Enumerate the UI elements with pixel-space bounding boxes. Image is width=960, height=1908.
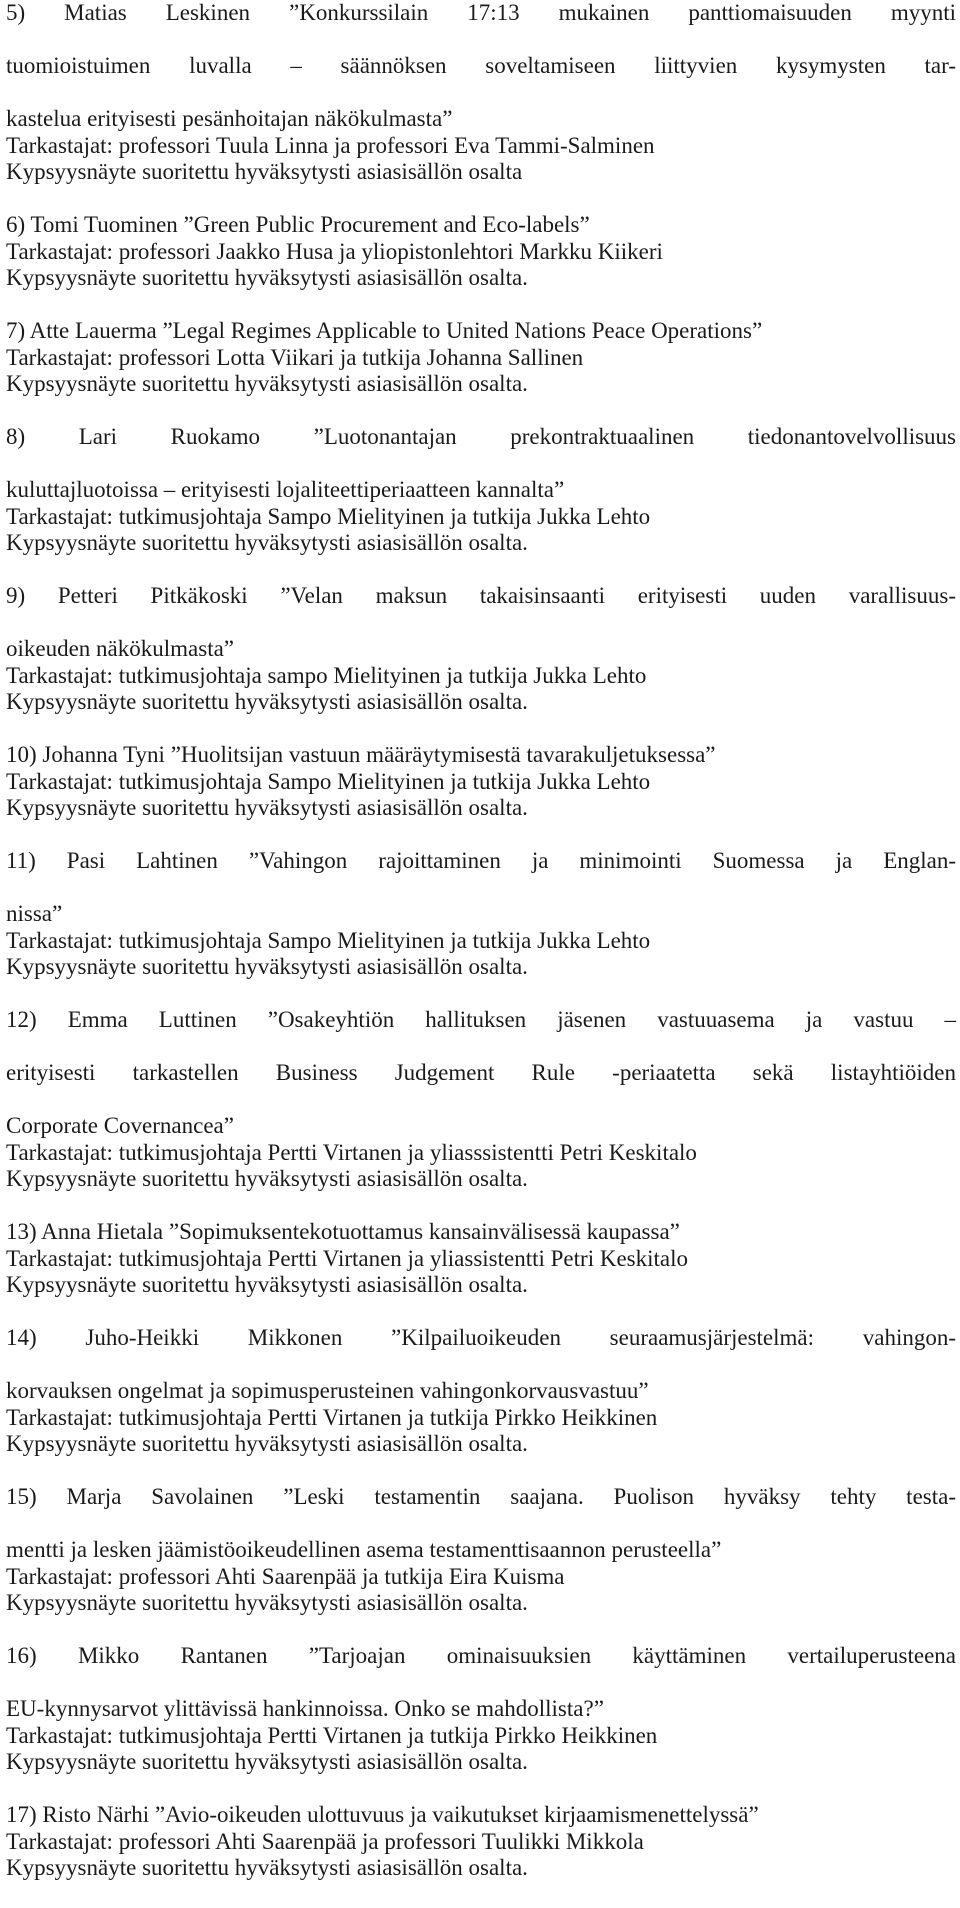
entry-title-line: 11) Pasi Lahtinen ”Vahingon rajoittaminen ja minimointi Suomessa ja Englan-	[6, 848, 956, 873]
entry-title-line: nissa”	[6, 901, 63, 926]
entry-title-line: kuluttajluotoissa – erityisesti lojaliteettiperiaatteen kannalta”	[6, 477, 565, 502]
entry-title-line: oikeuden näkökulmasta”	[6, 636, 235, 661]
thesis-entry	[6, 848, 956, 981]
entry-title-line: tuomioistuimen luvalla – säännöksen soveltamiseen liittyvien kysymysten tar-	[6, 53, 956, 78]
entry-title-line: 7) Atte Lauerma ”Legal Regimes Applicable to United Nations Peace Operations”	[6, 318, 763, 343]
entry-examiners-line: Tarkastajat: professori Lotta Viikari ja tutkija Johanna Sallinen	[6, 344, 584, 370]
entry-examiners-line: Tarkastajat: professori Ahti Saarenpää ja professori Tuulikki Mikkola	[6, 1828, 644, 1854]
thesis-entry	[6, 1643, 956, 1776]
entry-examiners-line: Tarkastajat: tutkimusjohtaja Pertti Virtanen ja yliasssistentti Petri Keskitalo	[6, 1139, 697, 1165]
entry-result-line: Kypsyysnäyte suoritettu hyväksytysti asiasisällön osalta.	[6, 954, 528, 979]
thesis-entry	[6, 212, 956, 292]
entry-examiners-line: Tarkastajat: tutkimusjohtaja Sampo Mielityinen ja tutkija Jukka Lehto	[6, 768, 651, 794]
entry-result-line: Kypsyysnäyte suoritettu hyväksytysti asiasisällön osalta.	[6, 1855, 528, 1880]
entry-title-line: 6) Tomi Tuominen ”Green Public Procurement and Eco-labels”	[6, 212, 590, 237]
entry-examiners-line: Tarkastajat: tutkimusjohtaja Pertti Virtanen ja tutkija Pirkko Heikkinen	[6, 1404, 658, 1430]
thesis-entry	[6, 424, 956, 557]
thesis-entry	[6, 1484, 956, 1617]
thesis-entry	[6, 1802, 956, 1882]
entry-title-line: 12) Emma Luttinen ”Osakeyhtiön hallituksen jäsenen vastuuasema ja vastuu –	[6, 1007, 956, 1032]
thesis-entry	[6, 742, 956, 822]
entry-result-line: Kypsyysnäyte suoritettu hyväksytysti asiasisällön osalta.	[6, 1166, 528, 1191]
entry-title-line: kastelua erityisesti pesänhoitajan näkökulmasta”	[6, 106, 453, 131]
entry-title-line: mentti ja lesken jäämistöoikeudellinen asema testamenttisaannon perusteella”	[6, 1537, 722, 1562]
thesis-entry	[6, 318, 956, 398]
entry-title-line: 9) Petteri Pitkäkoski ”Velan maksun takaisinsaanti erityisesti uuden varallisuus-	[6, 583, 956, 608]
entry-title-line: 14) Juho-Heikki Mikkonen ”Kilpailuoikeuden seuraamusjärjestelmä: vahingon-	[6, 1325, 956, 1350]
entry-result-line: Kypsyysnäyte suoritettu hyväksytysti asiasisällön osalta.	[6, 1749, 528, 1774]
entry-title-line: korvauksen ongelmat ja sopimusperusteinen vahingonkorvausvastuu”	[6, 1378, 649, 1403]
entry-result-line: Kypsyysnäyte suoritettu hyväksytysti asiasisällön osalta	[6, 159, 523, 184]
entry-title-line: 8) Lari Ruokamo ”Luotonantajan prekontraktuaalinen tiedonantovelvollisuus	[6, 424, 956, 449]
entry-examiners-line: Tarkastajat: tutkimusjohtaja Sampo Mielityinen ja tutkija Jukka Lehto	[6, 927, 651, 953]
entry-examiners-line: Tarkastajat: tutkimusjohtaja Pertti Virtanen ja tutkija Pirkko Heikkinen	[6, 1722, 658, 1748]
entry-title-line: erityisesti tarkastellen Business Judgement Rule -periaatetta sekä listayhtiöiden	[6, 1060, 956, 1085]
entry-result-line: Kypsyysnäyte suoritettu hyväksytysti asiasisällön osalta.	[6, 1590, 528, 1615]
entry-examiners-line: Tarkastajat: professori Ahti Saarenpää ja tutkija Eira Kuisma	[6, 1563, 565, 1589]
thesis-entry	[6, 0, 956, 186]
entry-title-line: EU-kynnysarvot ylittävissä hankinnoissa. Onko se mahdollista?”	[6, 1696, 604, 1721]
entry-title-line: 10) Johanna Tyni ”Huolitsijan vastuun määräytymisestä tavarakuljetuksessa”	[6, 742, 716, 767]
entry-examiners-line: Tarkastajat: professori Tuula Linna ja professori Eva Tammi-Salminen	[6, 132, 655, 158]
entry-result-line: Kypsyysnäyte suoritettu hyväksytysti asiasisällön osalta.	[6, 689, 528, 714]
entry-title-line: Corporate Covernancea”	[6, 1113, 234, 1138]
document-page	[6, 0, 956, 1908]
entry-result-line: Kypsyysnäyte suoritettu hyväksytysti asiasisällön osalta.	[6, 1431, 528, 1456]
entry-title-line: 15) Marja Savolainen ”Leski testamentin saajana. Puolison hyväksy tehty testa-	[6, 1484, 956, 1509]
thesis-entry	[6, 1325, 956, 1458]
entry-title-line: 17) Risto Närhi ”Avio-oikeuden ulottuvuus ja vaikutukset kirjaamismenettelyssä”	[6, 1802, 759, 1827]
thesis-entry	[6, 1219, 956, 1299]
entry-result-line: Kypsyysnäyte suoritettu hyväksytysti asiasisällön osalta.	[6, 795, 528, 820]
entry-examiners-line: Tarkastajat: tutkimusjohtaja Pertti Virtanen ja yliassistentti Petri Keskitalo	[6, 1245, 688, 1271]
entry-title-line: 5) Matias Leskinen ”Konkurssilain 17:13 mukainen panttiomaisuuden myynti	[6, 0, 956, 25]
entry-result-line: Kypsyysnäyte suoritettu hyväksytysti asiasisällön osalta.	[6, 1272, 528, 1297]
entry-examiners-line: Tarkastajat: tutkimusjohtaja sampo Mielityinen ja tutkija Jukka Lehto	[6, 662, 647, 688]
entry-result-line: Kypsyysnäyte suoritettu hyväksytysti asiasisällön osalta.	[6, 530, 528, 555]
thesis-entry	[6, 583, 956, 716]
entry-title-line: 13) Anna Hietala ”Sopimuksentekotuottamus kansainvälisessä kaupassa”	[6, 1219, 680, 1244]
entry-result-line: Kypsyysnäyte suoritettu hyväksytysti asiasisällön osalta.	[6, 371, 528, 396]
entry-result-line: Kypsyysnäyte suoritettu hyväksytysti asiasisällön osalta.	[6, 265, 528, 290]
entry-examiners-line: Tarkastajat: tutkimusjohtaja Sampo Mielityinen ja tutkija Jukka Lehto	[6, 503, 651, 529]
entry-examiners-line: Tarkastajat: professori Jaakko Husa ja yliopistonlehtori Markku Kiikeri	[6, 238, 663, 264]
thesis-entry	[6, 1007, 956, 1193]
entry-title-line: 16) Mikko Rantanen ”Tarjoajan ominaisuuksien käyttäminen vertailuperusteena	[6, 1643, 956, 1668]
